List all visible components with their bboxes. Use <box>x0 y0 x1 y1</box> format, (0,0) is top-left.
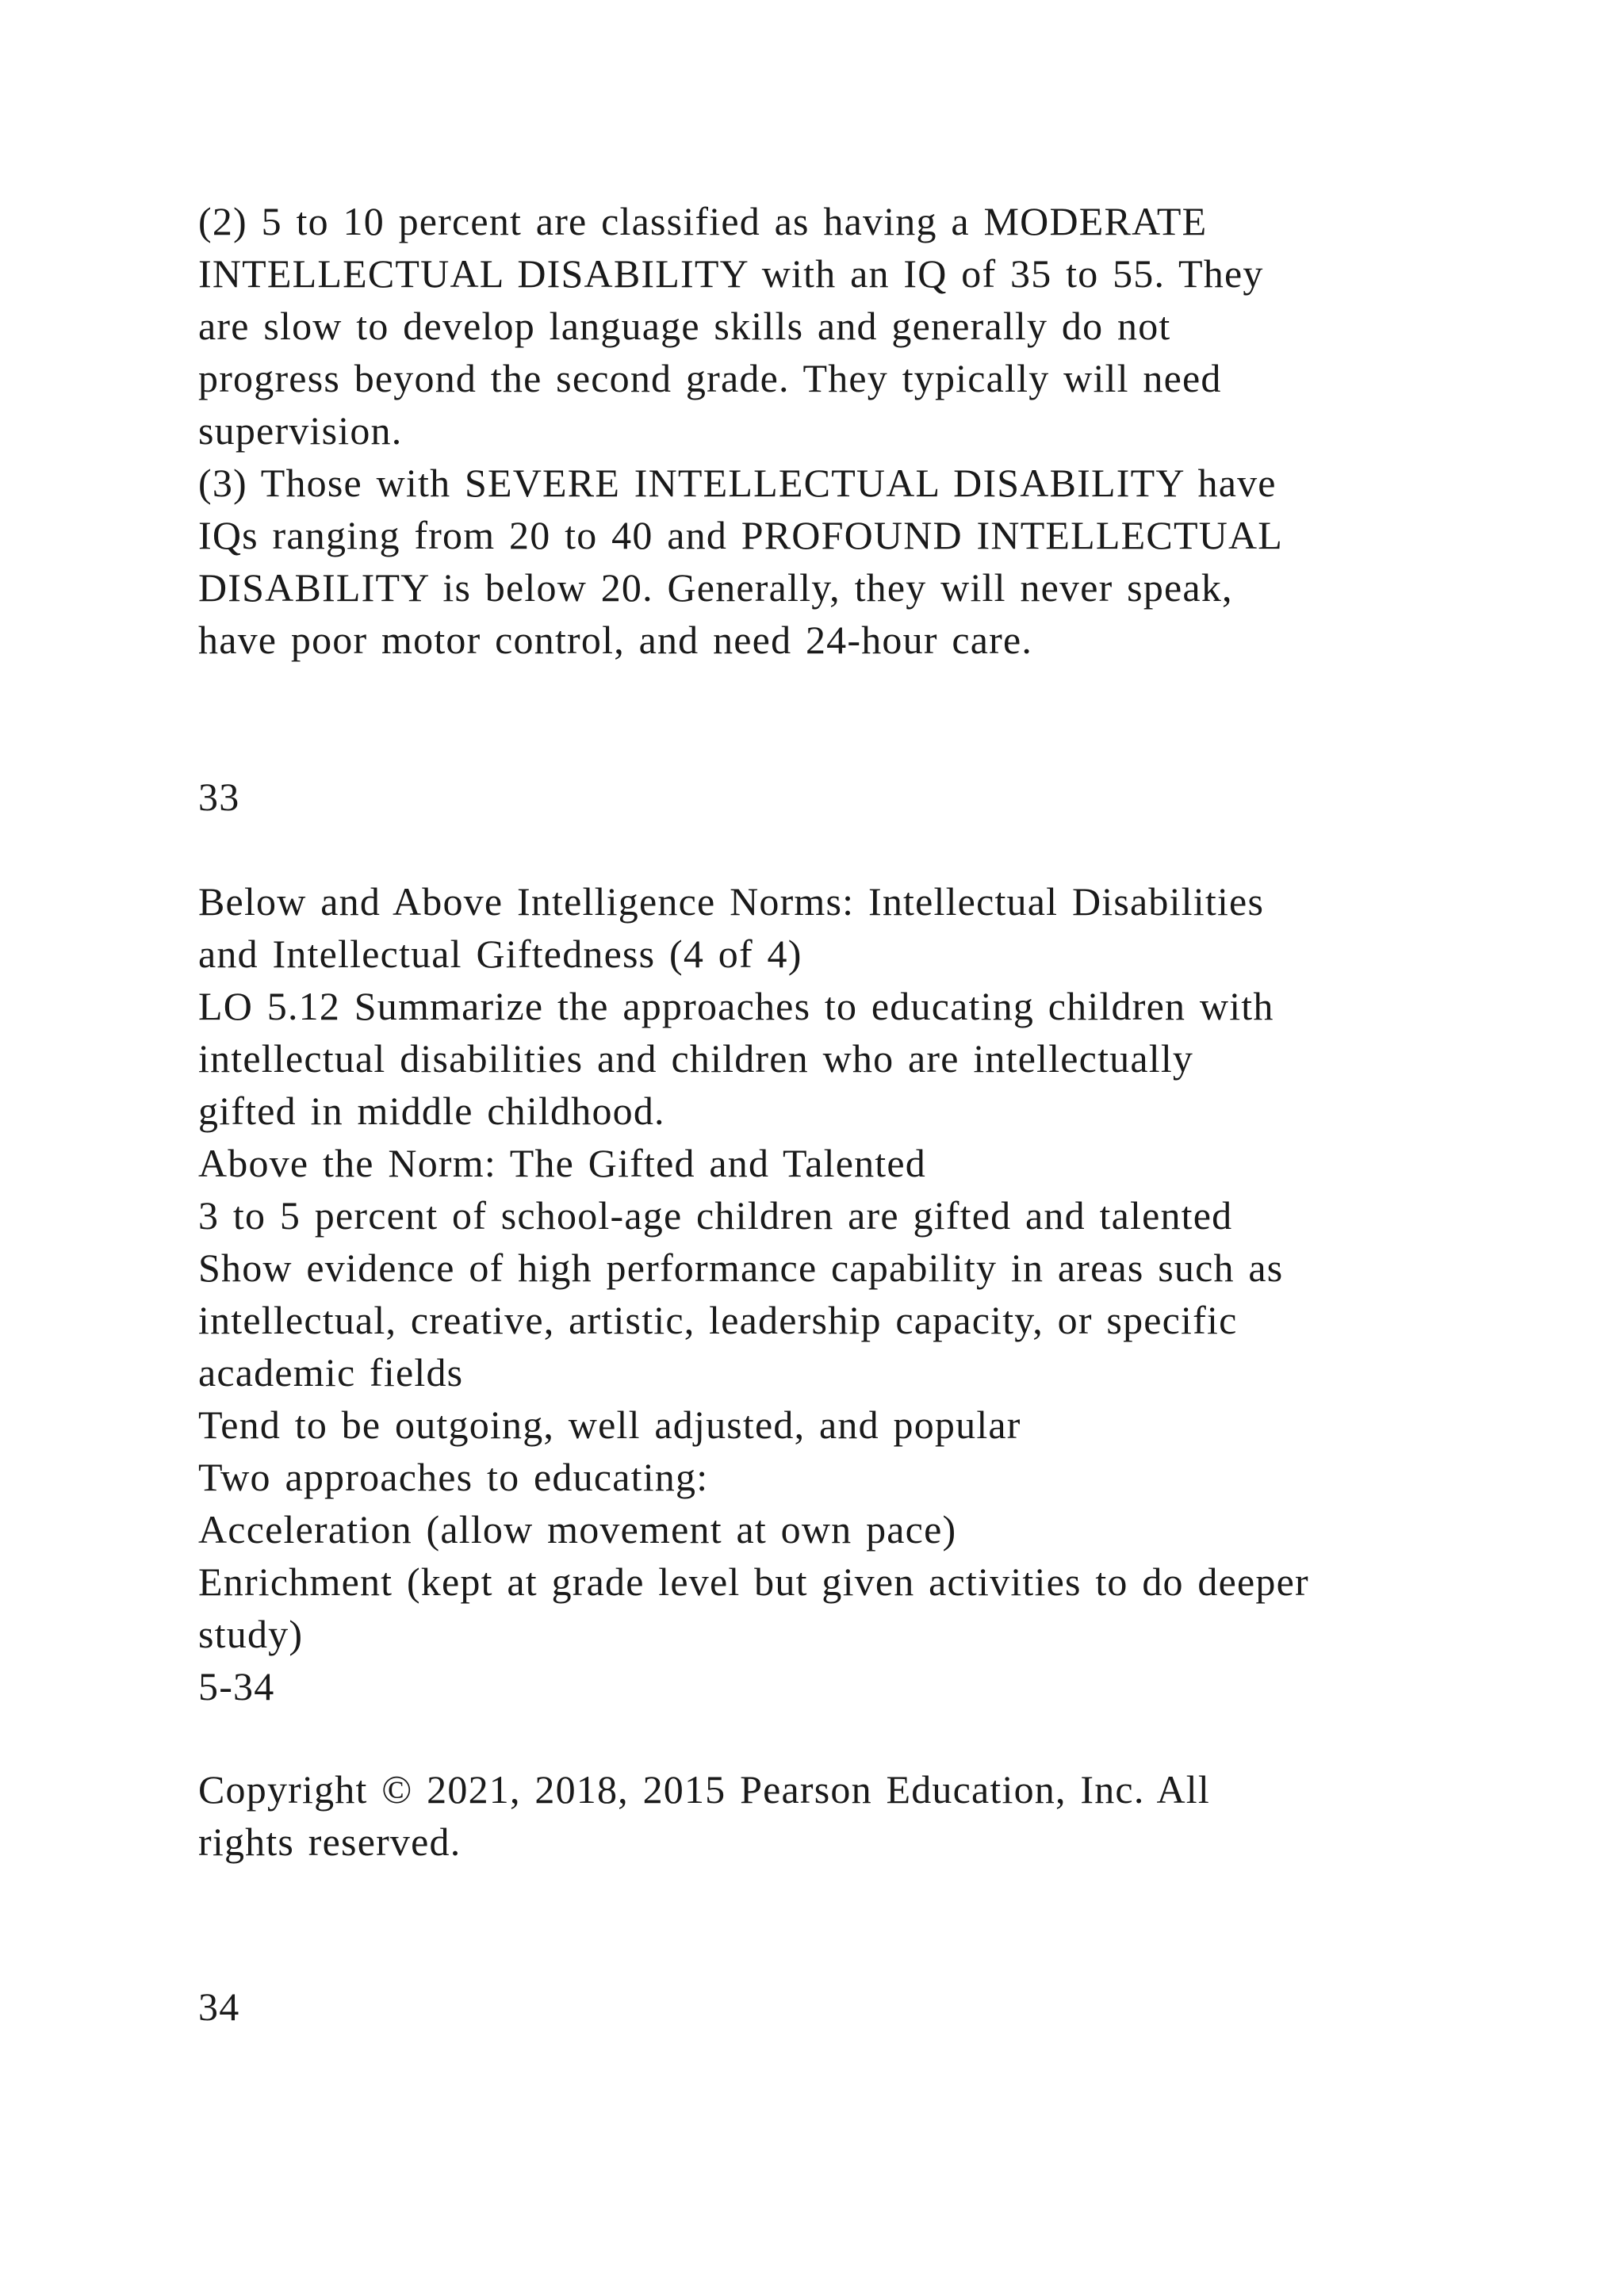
text-line: Enrichment (kept at grade level but given activities to do deeper <box>198 1559 1309 1604</box>
slide-number: 5-34 <box>198 1664 275 1709</box>
text-line: Acceleration (allow movement at own pace) <box>198 1507 957 1552</box>
text-line: INTELLECTUAL DISABILITY with an IQ of 35 to 55. They <box>198 251 1264 296</box>
text-line: Tend to be outgoing, well adjusted, and popular <box>198 1402 1021 1447</box>
copyright-notice <box>198 1763 1515 1868</box>
learning-objective: LO 5.12 Summarize the approaches to educating children with <box>198 984 1274 1028</box>
text-line: have poor motor control, and need 24-hour care. <box>198 618 1033 662</box>
text-line: academic fields <box>198 1350 464 1395</box>
slide-title: and Intellectual Giftedness (4 of 4) <box>198 932 802 976</box>
learning-objective: gifted in middle childhood. <box>198 1089 665 1133</box>
learning-objective: intellectual disabilities and children who are intellectually <box>198 1036 1194 1081</box>
text-line: are slow to develop language skills and generally do not <box>198 304 1171 348</box>
text-line: intellectual, creative, artistic, leadership capacity, or specific <box>198 1298 1238 1342</box>
text-line: study) <box>198 1612 304 1656</box>
text-line: IQs ranging from 20 to 40 and PROFOUND INTELLECTUAL <box>198 513 1284 557</box>
slide-title: Below and Above Intelligence Norms: Intellectual Disabilities <box>198 879 1265 924</box>
text-line: 3 to 5 percent of school-age children are gifted and talented <box>198 1193 1233 1238</box>
text-line: (3) Those with SEVERE INTELLECTUAL DISABILITY have <box>198 461 1277 505</box>
text-line: progress beyond the second grade. They typically will need <box>198 356 1222 400</box>
copyright-line: rights reserved. <box>198 1820 462 1864</box>
intellectual-disability-levels-text <box>198 195 1515 666</box>
text-line: DISABILITY is below 20. Generally, they will never speak, <box>198 565 1233 610</box>
text-line: Two approaches to educating: <box>198 1455 709 1499</box>
text-line: supervision. <box>198 408 403 453</box>
gifted-talented-slide-text <box>198 875 1515 1712</box>
copyright-line: Copyright © 2021, 2018, 2015 Pearson Education, Inc. All <box>198 1767 1210 1812</box>
page-number-34 <box>198 1980 1515 2033</box>
page-number: 34 <box>198 1984 240 2029</box>
section-heading: Above the Norm: The Gifted and Talented <box>198 1141 926 1185</box>
page-number: 33 <box>198 775 240 819</box>
text-line: Show evidence of high performance capability in areas such as <box>198 1246 1284 1290</box>
page-number-33 <box>198 771 1515 823</box>
text-line: (2) 5 to 10 percent are classified as having a MODERATE <box>198 199 1208 243</box>
